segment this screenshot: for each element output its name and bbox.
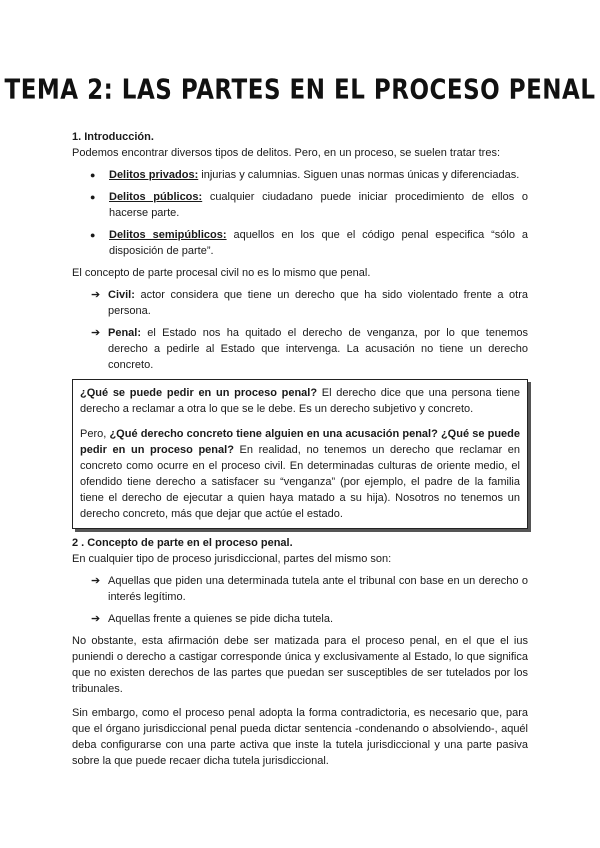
callout-text: Pero,	[80, 428, 110, 440]
list-item-text: cualquier ciudadano puede iniciar procedimiento de ellos o hacerse parte.	[109, 191, 528, 219]
callout-text: En realidad, no tenemos un derecho que reclamar en concreto como ocurre en el proceso civil. En determinadas culturas de oriente medio, el ofendido tiene derecho a satisfacer su “venganza” (por ejemplo, el padre de la familia tiene el derecho de ejecutar a quien haya matado a su hija). Nosotros no tenemos un derecho concreto, más que dejar que actúe el estado.	[80, 444, 520, 520]
list-item	[72, 227, 528, 259]
section-2-heading: 2 . Concepto de parte en el proceso penal.	[72, 537, 293, 549]
list-item	[72, 167, 528, 183]
callout-box	[72, 379, 528, 529]
section-introduction	[72, 129, 528, 379]
list-item-text: el Estado nos ha quitado el derecho de venganza, por lo que tenemos derecho a pedirle al Estado que intervenga. La acusación no tiene un derecho concreto.	[108, 327, 528, 371]
list-item: ➔ Aquellas que piden una determinada tutela ante el tribunal con base en un derecho o interés legítimo.	[72, 573, 528, 605]
list-item-term: Delitos públicos:	[109, 191, 203, 203]
section-party-concept	[72, 535, 528, 769]
party-types-list	[72, 287, 528, 373]
callout-text: El derecho dice que una persona tiene derecho a reclamar a otra lo que se le debe. Es un derecho subjetivo y concreto.	[80, 387, 520, 415]
list-item-term: Delitos semipúblicos:	[109, 229, 227, 241]
section-1-intro: Podemos encontrar diversos tipos de delitos. Pero, en un proceso, se suelen tratar tres:	[72, 147, 501, 159]
callout-question: ¿Qué se puede pedir en un proceso penal?	[80, 387, 318, 399]
list-item-term: Civil:	[108, 289, 135, 301]
callout-question: ¿Qué derecho concreto tiene alguien en una acusación penal? ¿Qué se puede pedir en un proceso penal?	[80, 428, 520, 456]
section-2-intro: En cualquier tipo de proceso jurisdiccional, partes del mismo son:	[72, 553, 392, 565]
list-item	[72, 287, 528, 319]
callout-paragraph-1	[80, 385, 520, 417]
paragraph: No obstante, esta afirmación debe ser matizada para el proceso penal, en el que el ius puniendi o derecho a castigar corresponde única y exclusivamente al Estado, lo que significa que no existen derechos de las partes que puedan ser susceptibles de ser tutelados por los tribunales.	[72, 635, 528, 695]
parties-list	[72, 573, 528, 627]
list-item-term: Delitos privados:	[109, 169, 199, 181]
list-item-text: actor considera que tiene un derecho que ha sido violentado frente a otra persona.	[108, 289, 528, 317]
list-item	[72, 189, 528, 221]
list-item-text: injurias y calumnias. Siguen unas normas únicas y diferenciadas.	[198, 169, 520, 181]
list-item-term: Penal:	[108, 327, 142, 339]
page-title: TEMA 2: LAS PARTES EN EL PROCESO PENAL	[4, 74, 596, 106]
list-item: ➔ Aquellas frente a quienes se pide dicha tutela.	[72, 611, 528, 627]
crime-types-list	[72, 167, 528, 259]
section-1-heading: 1. Introducción.	[72, 131, 154, 143]
list-item	[72, 325, 528, 373]
concept-paragraph: El concepto de parte procesal civil no es lo mismo que penal.	[72, 267, 371, 279]
callout-paragraph-2	[80, 426, 520, 522]
list-item-text: aquellos en los que el código penal especifica “sólo a disposición de parte”.	[109, 229, 528, 257]
paragraph: Sin embargo, como el proceso penal adopta la forma contradictoria, es necesario que, para que el órgano jurisdiccional penal pueda dictar sentencia -condenando o absolviendo-, aquél deba configurarse con una parte activa que inste la tutela jurisdiccional y una parte pasiva sobre la que puede recaer dicha tutela jurisdiccional.	[72, 707, 528, 767]
